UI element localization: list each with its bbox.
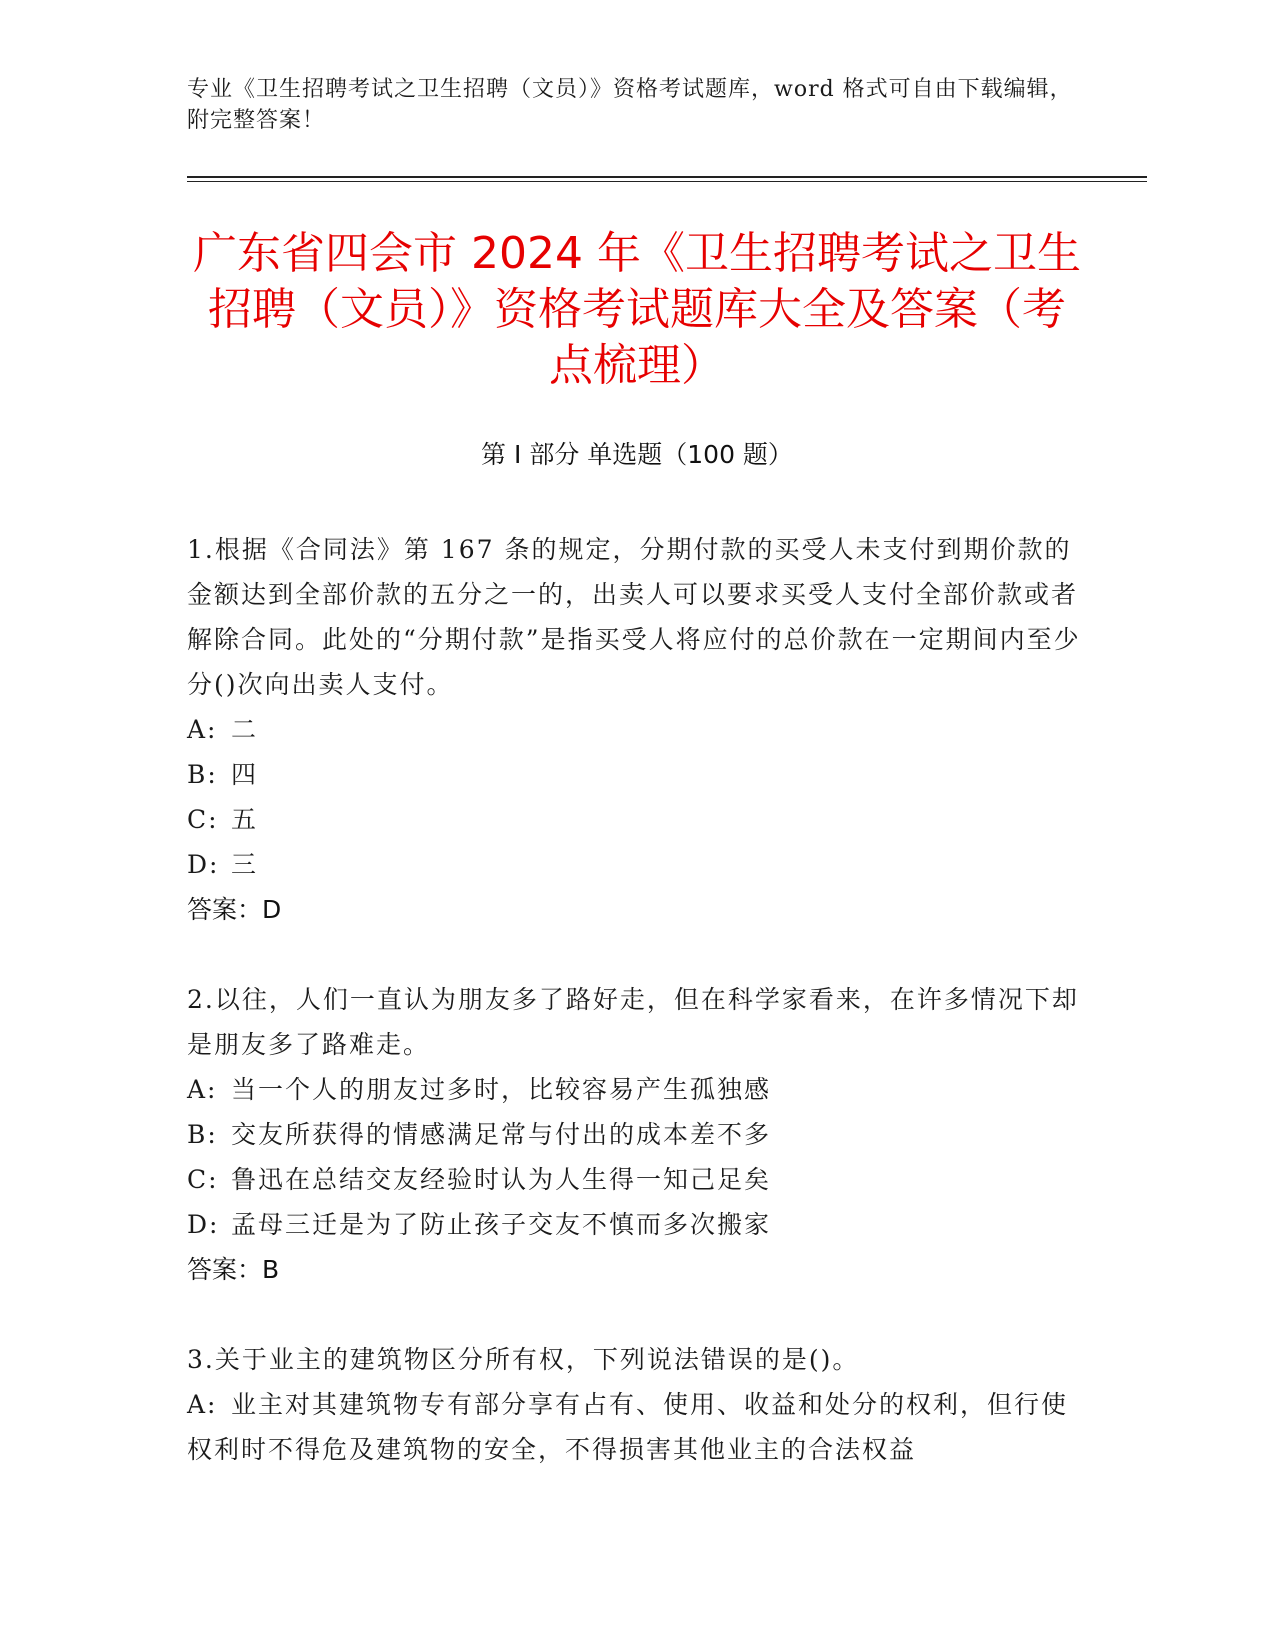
question-2 [187,977,1087,1292]
option-text: 四 [231,760,259,789]
option-d [187,842,1087,887]
option-text: 当一个人的朋友过多时，比较容易产生孤独感 [231,1075,772,1104]
option-b [187,752,1087,797]
option-label: B: [187,1120,218,1149]
option-label: D: [187,850,220,879]
option-a [187,707,1087,752]
option-label: A: [187,1390,218,1419]
option-label: D: [187,1210,220,1239]
header-note: 专业《卫生招聘考试之卫生招聘（文员）》资格考试题库，word 格式可自由下载编辑，附完整答案！ [187,77,1073,133]
option-text: 孟母三迁是为了防止孩子交友不慎而多次搬家 [231,1210,772,1239]
header-divider-thin [187,181,1147,182]
option-text: 业主对其建筑物专有部分享有占有、使用、收益和处分的权利，但行使权利时不得危及建筑物的安全，不得损害其他业主的合法权益 [187,1390,1069,1464]
question-1 [187,527,1087,932]
option-a [187,1067,1087,1112]
option-text: 鲁迅在总结交友经验时认为人生得一知己足矣 [231,1165,772,1194]
header-divider-thick [187,176,1147,178]
section-heading: 第 I 部分 单选题（100 题） [481,440,793,469]
option-text: 三 [231,850,259,879]
question-stem: 3.关于业主的建筑物区分所有权，下列说法错误的是()。 [187,1345,860,1374]
option-text: 五 [231,805,259,834]
question-stem: 1.根据《合同法》第 167 条的规定，分期付款的买受人未支付到期价款的金额达到全部价款的五分之一的，出卖人可以要求买受人支付全部价款或者解除合同。此处的“分期付款”是指买受人将应付的总价款在一定期间内至少分()次向出卖人支付。 [187,535,1081,699]
option-a [187,1382,1087,1472]
option-d [187,1202,1087,1247]
question-stem: 2.以往，人们一直认为朋友多了路好走，但在科学家看来，在许多情况下却是朋友多了路难走。 [187,985,1079,1059]
question-3 [187,1337,1087,1472]
option-label: C: [187,1165,219,1194]
option-c [187,1157,1087,1202]
option-b [187,1112,1087,1157]
answer-line: 答案：D [187,895,282,924]
document-title: 广东省四会市 2024 年《卫生招聘考试之卫生招聘（文员）》资格考试题库大全及答案（考点梳理） [193,228,1081,391]
question-list [187,527,1087,1517]
option-label: A: [187,1075,218,1104]
option-c [187,797,1087,842]
option-label: C: [187,805,219,834]
option-label: A: [187,715,218,744]
answer-line: 答案：B [187,1255,280,1284]
option-text: 交友所获得的情感满足常与付出的成本差不多 [231,1120,772,1149]
option-text: 二 [231,715,259,744]
option-label: B: [187,760,218,789]
